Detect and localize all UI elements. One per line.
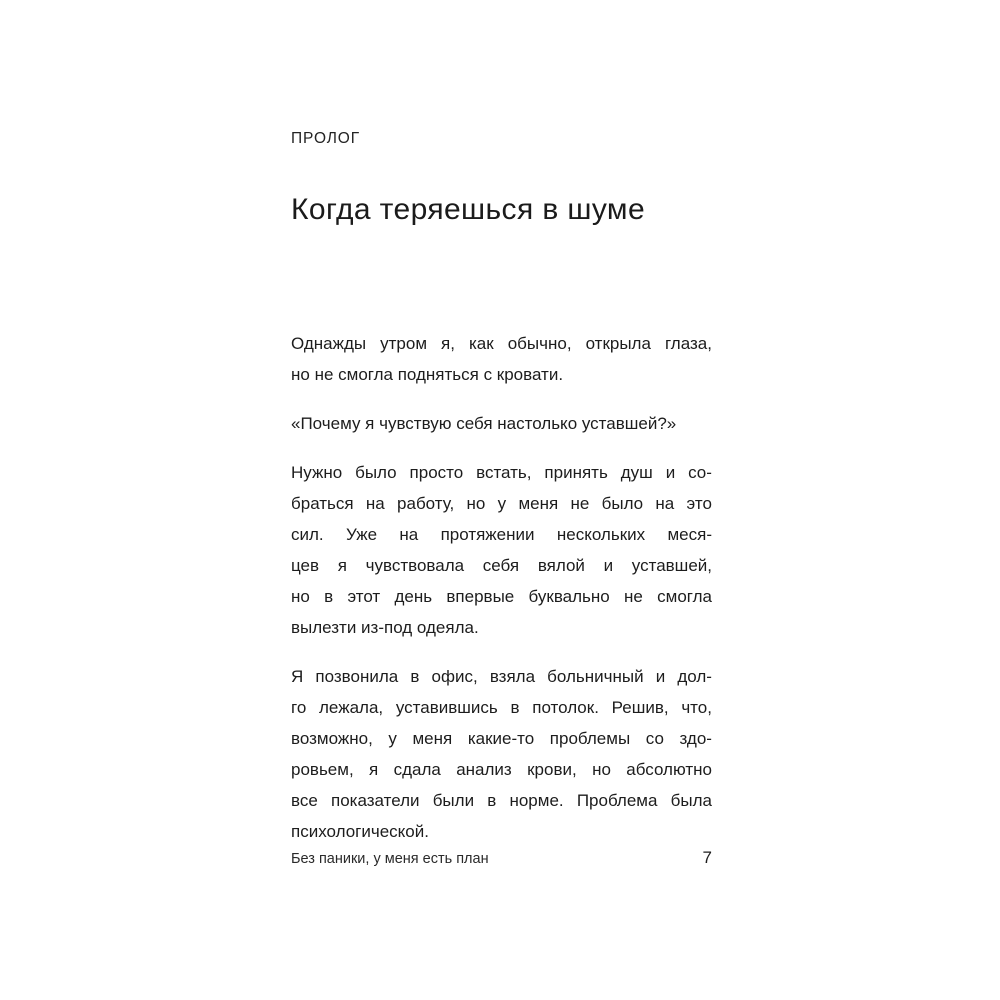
text-run: со [645, 729, 664, 748]
text-run: в [510, 698, 520, 717]
text-line [291, 723, 712, 754]
text-run: меся- [667, 525, 712, 544]
text-run: протяжении [440, 525, 535, 544]
text-run: меня [518, 494, 559, 513]
text-line [291, 359, 712, 390]
text-run: принять [544, 463, 608, 482]
text-run: крови, [527, 760, 577, 779]
text-run: в [410, 667, 420, 686]
text-run: проблемы [549, 729, 631, 748]
text-run: я, [441, 334, 455, 353]
text-run: офис, [431, 667, 478, 686]
text-line [291, 754, 712, 785]
text-run: Уже [345, 525, 378, 544]
text-run: го [291, 698, 307, 717]
text-run: у [388, 729, 397, 748]
text-run: было [355, 463, 397, 482]
text-run: на [365, 494, 385, 513]
paragraph [291, 457, 712, 643]
text-run: день [394, 587, 433, 606]
text-run: вялой [537, 556, 585, 575]
text-run: взяла [489, 667, 536, 686]
paragraph [291, 328, 712, 390]
text-run: этот [347, 587, 381, 606]
text-run: я [337, 556, 347, 575]
chapter-title: Когда теряешься в шуме [291, 193, 646, 227]
text-line [291, 692, 712, 723]
text-run: возможно, [291, 729, 373, 748]
text-run: потолок. [532, 698, 599, 717]
text-line [291, 519, 712, 550]
text-line [291, 785, 712, 816]
text-run: показатели [330, 791, 420, 810]
text-run: у [497, 494, 507, 513]
text-run: не [570, 494, 590, 513]
text-run: обычно, [507, 334, 572, 353]
text-run: и [665, 463, 676, 482]
text-run: «Почему я чувствую себя настолько уставшей?» [291, 414, 677, 433]
paragraph [291, 661, 712, 847]
text-run: работу, [397, 494, 455, 513]
text-run: не [624, 587, 643, 606]
text-line [291, 550, 712, 581]
text-run: психологической. [291, 822, 429, 841]
text-run: как [469, 334, 494, 353]
text-run: ровьем, [291, 760, 354, 779]
paragraph [291, 408, 712, 439]
text-run: здо- [679, 729, 712, 748]
text-run: было [601, 494, 644, 513]
footer-running-title: Без паники, у меня есть план [291, 851, 489, 867]
text-run: это [686, 494, 712, 513]
text-run: открыла [585, 334, 651, 353]
text-run: сдала [393, 760, 441, 779]
text-run: уставившись [395, 698, 498, 717]
text-run: на [655, 494, 675, 513]
text-run: Проблема [576, 791, 658, 810]
text-run: что, [681, 698, 712, 717]
text-run: абсолютно [626, 760, 712, 779]
text-run: в [324, 587, 334, 606]
text-run: меня [412, 729, 453, 748]
text-line [291, 488, 712, 519]
page-number: 7 [702, 848, 712, 867]
text-line [291, 328, 712, 359]
text-run: но [466, 494, 486, 513]
text-run: цев [291, 556, 320, 575]
text-run: чувствовала [365, 556, 465, 575]
text-run: больничный [547, 667, 644, 686]
body-text [291, 328, 712, 847]
text-run: со- [688, 463, 712, 482]
text-line [291, 612, 712, 643]
text-run: Нужно [291, 463, 343, 482]
text-run: были [432, 791, 475, 810]
text-run: но [291, 587, 310, 606]
text-run: лежала, [319, 698, 384, 717]
text-run: норме. [509, 791, 564, 810]
text-run: Решив, [611, 698, 669, 717]
text-run: Я [291, 667, 304, 686]
text-run: и [655, 667, 666, 686]
text-run: в [487, 791, 497, 810]
text-line [291, 816, 712, 847]
text-run: вылезти из-под одеяла. [291, 618, 479, 637]
text-run: дол- [677, 667, 712, 686]
text-run: анализ [456, 760, 512, 779]
text-run: душ [620, 463, 653, 482]
text-run: была [670, 791, 712, 810]
text-run: встать, [476, 463, 532, 482]
text-run: позвонила [315, 667, 399, 686]
text-run: уставшей, [631, 556, 712, 575]
page-footer [291, 848, 712, 869]
text-run: какие-то [467, 729, 535, 748]
text-run: впервые [446, 587, 515, 606]
text-line [291, 408, 712, 439]
text-line [291, 581, 712, 612]
section-kicker: ПРОЛОГ [291, 130, 361, 147]
text-run: буквально [528, 587, 610, 606]
text-run: я [369, 760, 379, 779]
text-run: на [399, 525, 419, 544]
text-run: глаза, [664, 334, 712, 353]
text-run: сил. [291, 525, 324, 544]
text-line [291, 661, 712, 692]
text-run: но не смогла подняться с кровати. [291, 365, 564, 384]
text-run: Однажды [291, 334, 367, 353]
text-run: все [291, 791, 318, 810]
text-run: просто [409, 463, 464, 482]
text-run: себя [482, 556, 520, 575]
text-run: и [603, 556, 614, 575]
text-run: смогла [657, 587, 712, 606]
text-run: но [592, 760, 611, 779]
text-run: утром [380, 334, 428, 353]
text-run: браться [291, 494, 354, 513]
text-line [291, 457, 712, 488]
text-run: нескольких [556, 525, 646, 544]
